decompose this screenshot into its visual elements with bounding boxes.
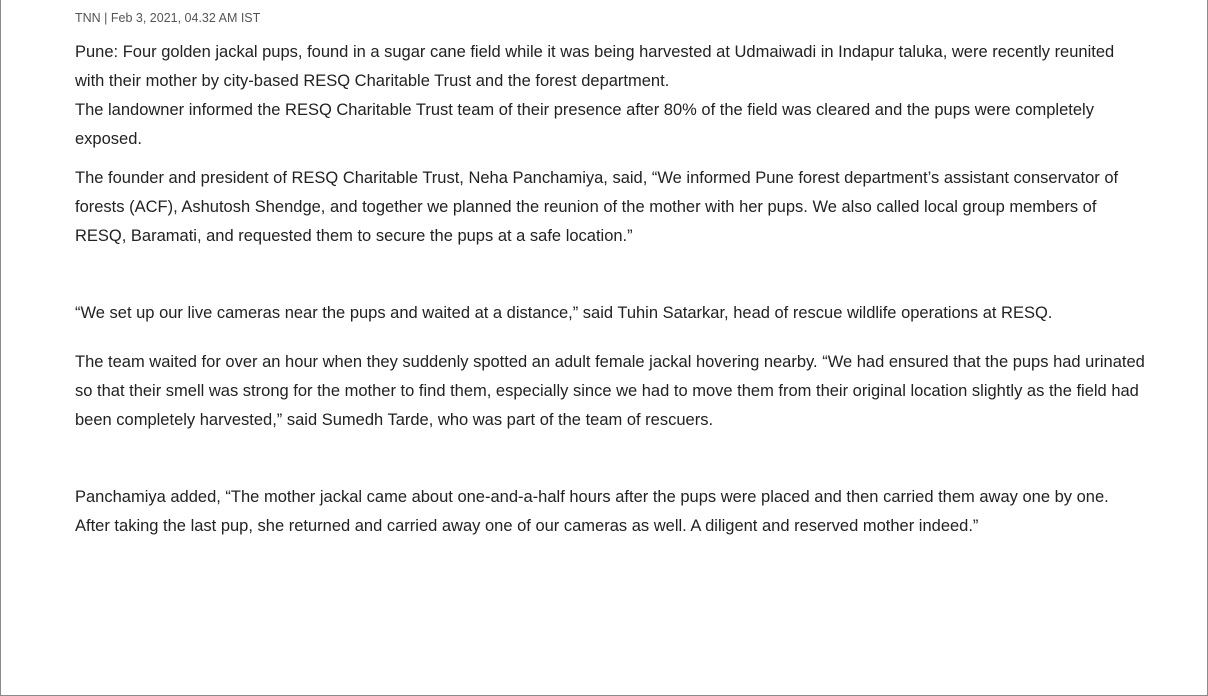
article-paragraph-4: “We set up our live cameras near the pups and waited at a distance,” said Tuhin Satarkar, head of rescue wildlife operations at RESQ.	[75, 304, 1053, 322]
article-paragraph-6: Panchamiya added, “The mother jackal came about one-and-a-half hours after the pups were placed and then carried them away one by one. After taking the last pup, she returned and carried away one of our cameras as well. A diligent and reserved mother indeed.”	[75, 488, 1109, 535]
article-paragraph-1: Pune: Four golden jackal pups, found in a sugar cane field while it was being harvested at Udmaiwadi in Indapur taluka, were recently reunited with their mother by city-based RESQ Charitable Trust and the forest department.	[75, 43, 1115, 90]
article-byline: TNN | Feb 3, 2021, 04.32 AM IST	[75, 11, 261, 25]
article-paragraph-3: The founder and president of RESQ Charitable Trust, Neha Panchamiya, said, “We informed Pune forest department’s assistant conservator of forests (ACF), Ashutosh Shendge, and together we planned the reunion of the mother with her pups. We also called local group members of RESQ, Baramati, and requested them to secure the pups at a safe location.”	[75, 169, 1119, 245]
article-body	[75, 0, 1145, 541]
article-paragraph-5: The team waited for over an hour when they suddenly spotted an adult female jackal hovering nearby. “We had ensured that the pups had urinated so that their smell was strong for the mother to find them, especially since we had to move them from their original location slightly as the field had been completely harvested,” said Sumedh Tarde, who was part of the team of rescuers.	[75, 353, 1145, 429]
article-paragraph-2: The landowner informed the RESQ Charitable Trust team of their presence after 80% of the field was cleared and the pups were completely exposed.	[75, 101, 1094, 148]
